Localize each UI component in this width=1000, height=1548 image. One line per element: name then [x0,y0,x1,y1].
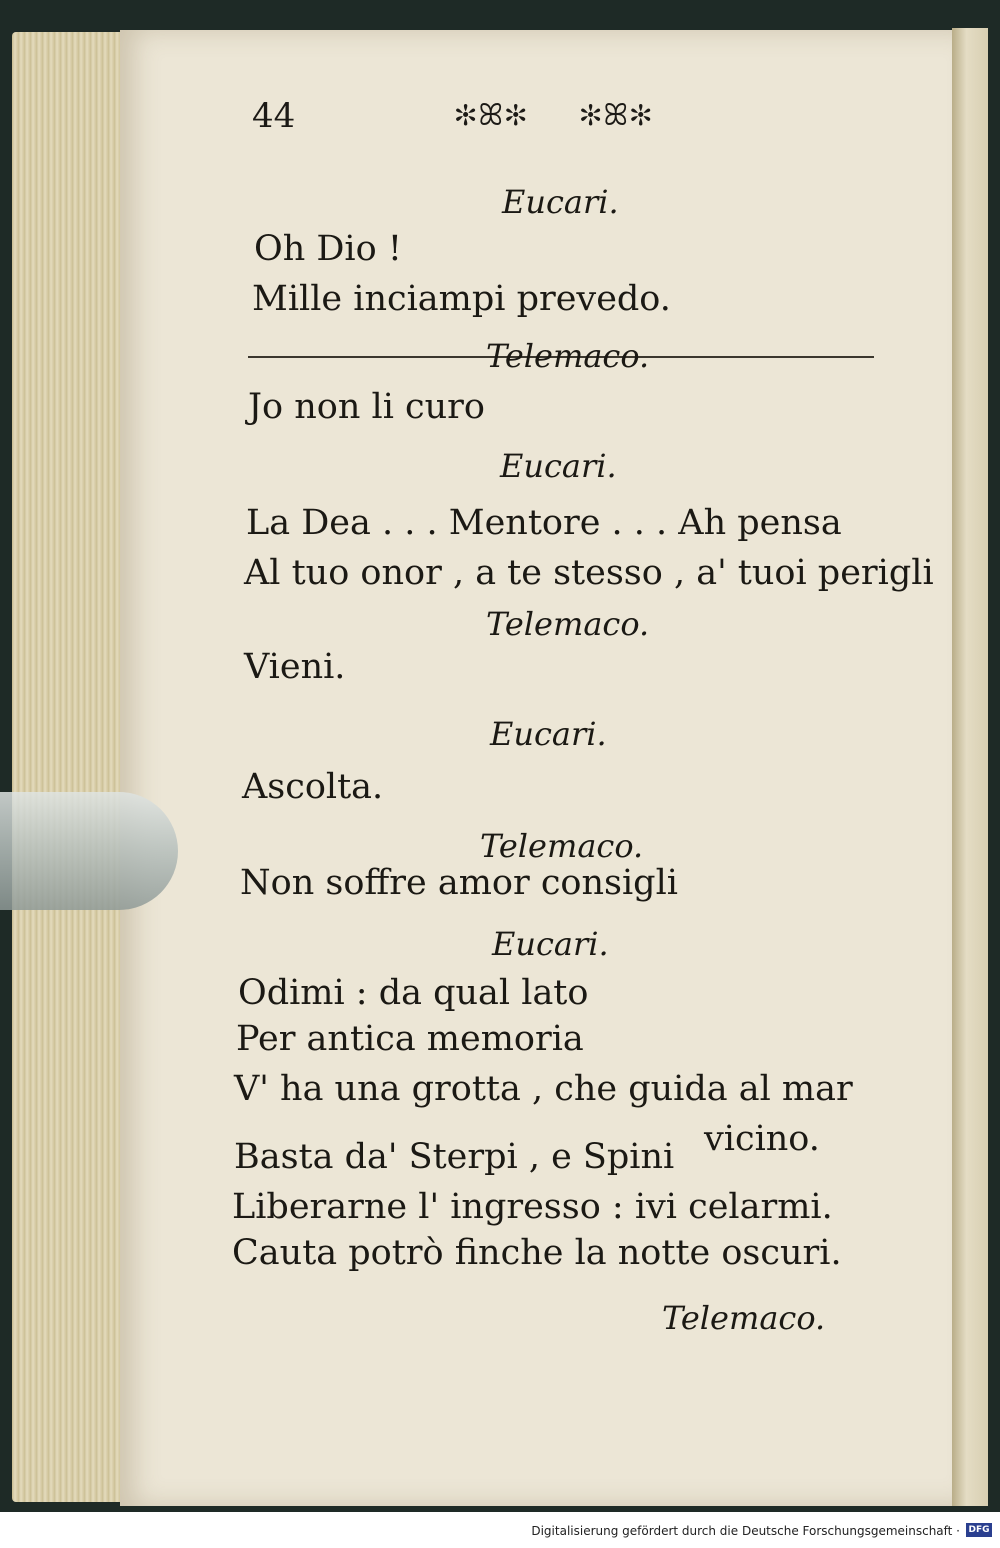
verse-line: Jo non li curo [248,387,485,427]
verse-line: V' ha una grotta , che guida al mar [234,1069,853,1109]
page-number: 44 [252,96,296,136]
speaker-name: Telemaco. [486,337,650,375]
verse-line: Per antica memoria [236,1019,584,1059]
speaker-name: Eucari. [500,447,617,485]
footer-bar [0,1512,1000,1548]
speaker-name: Eucari. [492,925,609,963]
verse-line-continuation: vicino. [704,1119,820,1159]
speaker-name: Telemaco. [480,827,644,865]
verse-line: Al tuo onor , a te stesso , a' tuoi perigli [244,553,934,593]
speaker-name: Telemaco. [486,605,650,643]
verse-line: Cauta potrò finche la notte oscuri. [232,1233,842,1273]
speaker-name: Eucari. [502,183,619,221]
speaker-name: Eucari. [490,715,607,753]
verse-line: Basta da' Sterpi , e Spini [234,1137,675,1177]
verse-line: Oh Dio ! [254,229,402,269]
dfg-logo: DFG [966,1523,992,1537]
verse-line: Odimi : da qual lato [238,973,589,1013]
speaker-name: Telemaco. [662,1299,826,1337]
page-clip [0,792,178,910]
facing-page-edge [952,28,988,1506]
funding-credit: Digitalisierung gefördert durch die Deutsche Forschungsgemeinschaft · [531,1524,960,1538]
verse-line: Ascolta. [242,767,384,807]
verse-line: Non soffre amor consigli [240,863,678,903]
verse-line: La Dea . . . Mentore . . . Ah pensa [246,503,842,543]
verse-line: Liberarne l' ingresso : ivi celarmi. [232,1187,833,1227]
ornament-right: ✻ꕤ✻ [580,98,654,133]
verse-line: Vieni. [244,647,346,687]
ornament-left: ✻ꕤ✻ [455,98,529,133]
verse-line: Mille inciampi prevedo. [252,279,671,319]
